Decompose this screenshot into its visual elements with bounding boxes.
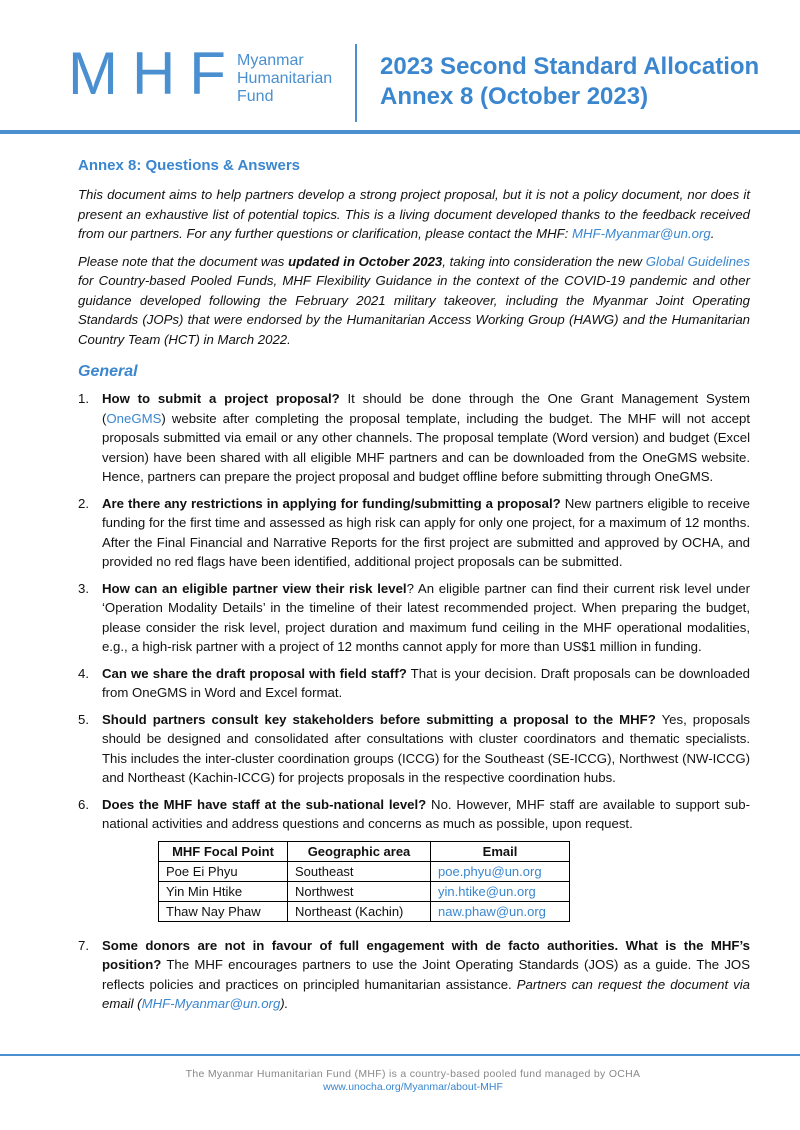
answer: It should be done through the One Grant Management System ( bbox=[102, 391, 750, 426]
answer: No. However, MHF staff are available to support sub-national activities and address questions and concerns as much as possible, upon request. bbox=[102, 796, 751, 831]
answer: The MHF encourages partners to use the Joint Operating Standards (JOS) as a guide. The JOS reflects policies and practices on principled humanitarian assistance. bbox=[102, 957, 750, 992]
question: Can we share the draft proposal with field staff? bbox=[102, 665, 407, 681]
geographic-area: Southeast bbox=[288, 861, 431, 881]
qa-item-6 bbox=[78, 795, 750, 834]
question: How to submit a project proposal? bbox=[102, 391, 340, 406]
qa-list-continued bbox=[78, 936, 750, 1014]
onegms-link[interactable]: OneGMS bbox=[106, 410, 162, 426]
header-divider bbox=[355, 44, 357, 122]
answer-cont: ) website after completing the proposal template, including the budget. The MHF will not accept proposals submitted via email or any other channels. The proposal template (Word version) and budget (Excel version) have been shared with all eligible MHF partners and can be downloaded from the OneGMS website. Hence, partners can prepare the project proposal and budget offline before submitting through OneGMS. bbox=[102, 410, 750, 484]
qa-item-4 bbox=[78, 664, 750, 703]
page-header bbox=[0, 0, 800, 134]
footer-text: The Myanmar Humanitarian Fund (MHF) is a country-based pooled fund managed by OCHA bbox=[185, 1068, 641, 1080]
answer: Yes, proposals should be designed and consolidated after consultations with cluster coordinators and thematic specialists. This includes the inter-cluster coordination groups (ICCG) for the Southeast (SE-ICCG), Northwest (NW-ICCG) and Northeast (Kachin-ICCG) for projects proposals in the respective coordination hubs. bbox=[102, 711, 750, 785]
column-header: Email bbox=[431, 841, 570, 861]
column-header: MHF Focal Point bbox=[159, 841, 288, 861]
mhf-email-link[interactable]: MHF-Myanmar@un.org bbox=[141, 996, 281, 1011]
focal-point-name: Yin Min Htike bbox=[159, 881, 288, 901]
global-guidelines-link[interactable]: Global Guidelines bbox=[645, 253, 750, 269]
update-date: updated in October 2023 bbox=[288, 253, 443, 269]
qa-item-7 bbox=[78, 936, 750, 1014]
answer-italic-end: ). bbox=[280, 996, 289, 1011]
section-title: Annex 8: Questions & Answers bbox=[78, 157, 300, 174]
answer-italic: Partners can request the document via email ( bbox=[102, 976, 750, 1011]
footer-rule bbox=[0, 1054, 800, 1056]
focal-point-name: Thaw Nay Phaw bbox=[159, 901, 288, 921]
question: How can an eligible partner view their risk level bbox=[102, 580, 407, 596]
document-body bbox=[78, 156, 750, 1021]
answer: New partners eligible to receive funding for the first time and assessed as high risk can apply for only one project, for a maximum of 12 months. After the Final Financial and Narrative Reports for the first project are submitted and approved by OCHA, and provided no red flags have been identified, additional project proposals can be submitted. bbox=[102, 495, 750, 569]
header-rule bbox=[0, 130, 800, 134]
item-number: 2. bbox=[78, 495, 89, 511]
table-row bbox=[159, 881, 570, 901]
item-number: 1. bbox=[78, 391, 89, 406]
question: Should partners consult key stakeholders before submitting a proposal to the MHF? bbox=[102, 711, 656, 727]
answer: That is your decision. Draft proposals can be downloaded from OneGMS in Word and Excel format. bbox=[102, 665, 750, 700]
mhf-logo: MHF bbox=[68, 40, 240, 107]
geographic-area: Northwest bbox=[288, 881, 431, 901]
geographic-area: Northeast (Kachin) bbox=[288, 901, 431, 921]
footer-link[interactable]: www.unocha.org/Myanmar/about-MHF bbox=[323, 1081, 503, 1093]
item-number: 4. bbox=[78, 665, 89, 681]
focal-point-name: Poe Ei Phyu bbox=[159, 861, 288, 881]
qa-item-2 bbox=[78, 494, 750, 572]
email-link[interactable]: naw.phaw@un.org bbox=[431, 901, 570, 921]
contact-email-link[interactable]: MHF-Myanmar@un.org bbox=[572, 226, 711, 241]
table-row bbox=[159, 861, 570, 881]
intro2-pre: Please note that the document was bbox=[78, 253, 289, 269]
email-link[interactable]: yin.htike@un.org bbox=[431, 881, 570, 901]
logo-sub-line: Myanmar bbox=[237, 52, 304, 69]
item-number: 7. bbox=[78, 937, 89, 953]
qa-item-5 bbox=[78, 710, 750, 788]
column-header: Geographic area bbox=[288, 841, 431, 861]
qa-item-3 bbox=[78, 579, 750, 657]
intro-text: This document aims to help partners develop a strong project proposal, but it is not a policy document, nor does it present an exhaustive list of potential topics. This is a living document developed thanks to the feedback received from our partners. For any further questions or clarification, please contact the MHF: bbox=[78, 187, 750, 241]
question: Some donors are not in favour of full engagement with de facto authorities. What is the MHF’s position? bbox=[102, 937, 750, 972]
intro-end: . bbox=[710, 226, 715, 241]
item-number: 5. bbox=[78, 711, 89, 727]
document-title bbox=[380, 52, 759, 112]
focal-point-table bbox=[158, 841, 570, 922]
intro-paragraph-2 bbox=[78, 252, 750, 350]
logo-sub-line: Fund bbox=[237, 88, 274, 105]
email-link[interactable]: poe.phyu@un.org bbox=[431, 861, 570, 881]
question: Are there any restrictions in applying for funding/submitting a proposal? bbox=[102, 495, 561, 511]
title-line-1: 2023 Second Standard Allocation bbox=[380, 53, 760, 80]
mhf-logo-subtitle bbox=[237, 52, 332, 106]
qa-list bbox=[78, 389, 750, 834]
question: Does the MHF have staff at the sub-national level? bbox=[102, 796, 427, 812]
answer: ? An eligible partner can find their current risk level under ‘Operation Modality Details’ in the timeline of their latest recommended project. When preparing the budget, please consider the risk level, project duration and maximum fund ceiling in the MHF operational modalities, e.g., a high-risk partner with a project of 12 months cannot apply for more than US$1 million in funding. bbox=[102, 580, 750, 654]
table-header-row bbox=[159, 841, 570, 861]
intro-paragraph-1 bbox=[78, 185, 750, 244]
intro2-mid: , taking into consideration the new bbox=[442, 253, 646, 269]
item-number: 6. bbox=[78, 796, 89, 812]
title-line-2: Annex 8 (October 2023) bbox=[380, 83, 649, 110]
intro2-post: for Country-based Pooled Funds, MHF Flexibility Guidance in the context of the COVID-19 pandemic and other guidance developed following the February 2021 military takeover, including the Myanmar Joint Operating Standards (JOPs) that were endorsed by the Humanitarian Access Working Group (HAWG) and the Humanitarian Country Team (HCT) in March 2022. bbox=[78, 273, 750, 347]
general-heading: General bbox=[78, 363, 138, 380]
logo-sub-line: Humanitarian bbox=[237, 70, 333, 87]
item-number: 3. bbox=[78, 580, 89, 596]
table-row bbox=[159, 901, 570, 921]
qa-item-1 bbox=[78, 389, 750, 487]
